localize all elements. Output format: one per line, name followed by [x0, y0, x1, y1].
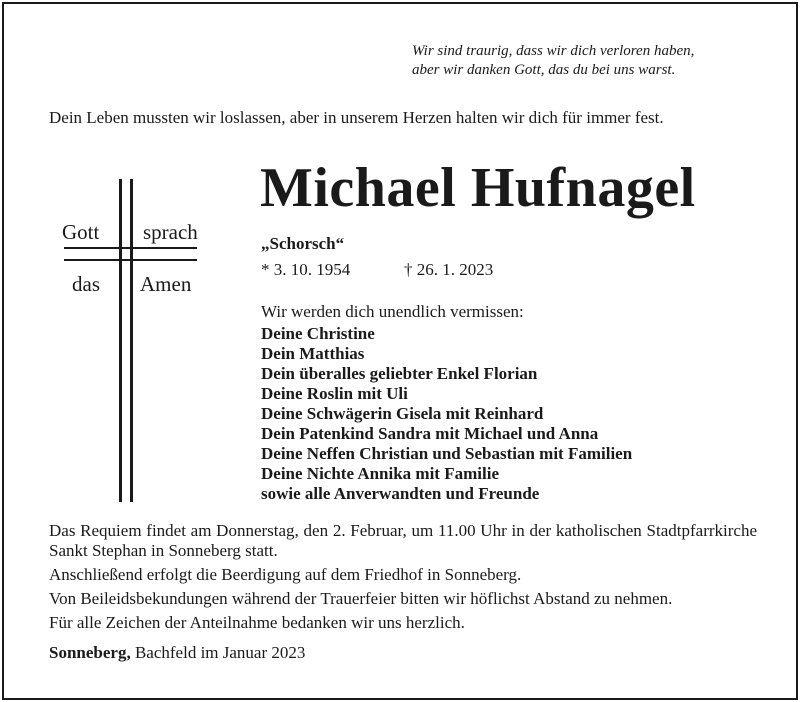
mourners-intro: Wir werden dich unendlich vermissen: — [261, 302, 524, 321]
requiem-note: Das Requiem findet am Donnerstag, den 2. Februar, um 11.00 Uhr in der katholischen Stadtpfarrkirche Sankt Stephan in Sonneberg statt. — [49, 521, 757, 560]
mourner-item: Dein überalles geliebter Enkel Florian — [261, 364, 538, 383]
mourner-item: Deine Neffen Christian und Sebastian mit Familien — [261, 444, 633, 463]
place-and-date — [49, 642, 305, 664]
place-rest: Bachfeld im Januar 2023 — [130, 643, 306, 662]
condolences-note: Von Beileidsbekundungen während der Trauerfeier bitten wir höflichst Abstand zu nehmen. — [49, 589, 673, 608]
deceased-nickname: „Schorsch“ — [261, 234, 345, 253]
service-notes — [49, 521, 757, 637]
obituary-frame — [2, 2, 798, 700]
deceased-name: Michael Hufnagel — [260, 157, 696, 219]
burial-note: Anschließend erfolgt die Beerdigung auf dem Friedhof in Sonneberg. — [49, 565, 522, 584]
mourner-item: Deine Christine — [261, 324, 375, 343]
place-city: Sonneberg, — [49, 643, 131, 662]
mourner-item: Dein Patenkind Sandra mit Michael und Anna — [261, 424, 599, 443]
cross-vertical-bar — [119, 179, 133, 502]
life-dates — [261, 259, 494, 281]
motto — [412, 42, 752, 80]
thanks-note: Für alle Zeichen der Anteilnahme bedanken wir uns herzlich. — [49, 613, 465, 632]
mourner-item: Dein Matthias — [261, 344, 365, 363]
motto-line-1: Wir sind traurig, dass wir dich verloren haben, — [412, 43, 695, 59]
mourner-item: sowie alle Anverwandten und Freunde — [261, 484, 540, 503]
mourner-item: Deine Schwägerin Gisela mit Reinhard — [261, 404, 544, 423]
mourner-item: Deine Nichte Annika mit Familie — [261, 464, 499, 483]
mourner-item: Deine Roslin mit Uli — [261, 384, 408, 403]
death-date: † 26. 1. 2023 — [404, 260, 494, 279]
cross-word-gott: Gott — [62, 220, 100, 244]
motto-line-2: aber wir danken Gott, das du bei uns warst. — [412, 62, 676, 78]
intro-text: Dein Leben mussten wir loslassen, aber in unserem Herzen halten wir dich für immer fest. — [49, 108, 664, 127]
cross-word-amen: Amen — [140, 272, 192, 296]
mourners-list — [261, 324, 632, 504]
cross-word-sprach: sprach — [143, 220, 198, 244]
cross-word-das: das — [72, 272, 100, 296]
birth-date: * 3. 10. 1954 — [261, 260, 351, 279]
